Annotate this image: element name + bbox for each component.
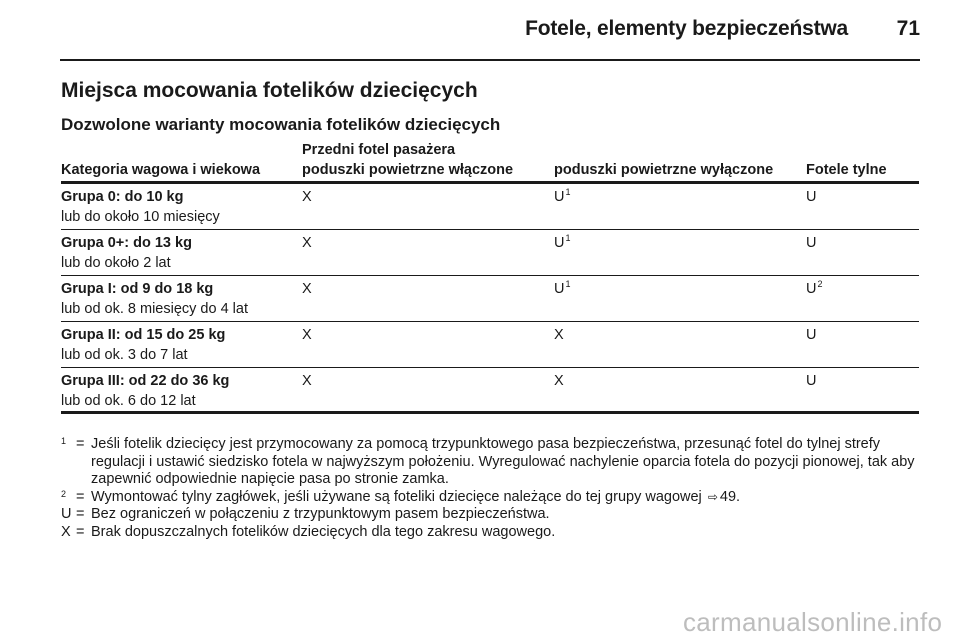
footnote-equals: = xyxy=(76,523,85,540)
table-row xyxy=(61,276,919,322)
column-header-airbag-off: poduszki powietrzne wyłączone xyxy=(554,162,774,178)
airbag-off-value: X xyxy=(554,373,564,389)
airbag-off-cell xyxy=(554,189,571,205)
footnote xyxy=(61,524,921,542)
page-number: 71 xyxy=(896,17,920,40)
page-reference[interactable]: 49. xyxy=(719,488,741,505)
column-header-airbag-on: poduszki powietrzne włączone xyxy=(302,162,514,178)
airbag-off-value: X xyxy=(554,327,564,343)
age-range: lub do około 10 miesięcy xyxy=(61,209,220,225)
section-title: Miejsca mocowania fotelików dziecięcych xyxy=(61,79,478,102)
table-row xyxy=(61,368,919,414)
airbag-off-cell xyxy=(554,373,565,389)
airbag-on-cell: X xyxy=(302,327,312,343)
airbag-on-cell: X xyxy=(302,189,312,205)
rear-seat-value: U xyxy=(806,235,817,251)
weight-category: Grupa 0+: do 13 kg xyxy=(61,235,192,251)
page-header-title: Fotele, elementy bezpieczeństwa xyxy=(525,17,848,40)
footnote-ref: 1 xyxy=(565,279,571,290)
footnote-equals: = xyxy=(76,436,85,452)
footnote-mark: 2 xyxy=(61,488,67,499)
table-row xyxy=(61,184,919,230)
age-range: lub od ok. 6 do 12 lat xyxy=(61,393,196,409)
rear-seat-value: U xyxy=(806,373,817,389)
footnotes xyxy=(61,436,921,541)
age-range: lub od ok. 8 miesięcy do 4 lat xyxy=(61,301,248,317)
airbag-on-cell: X xyxy=(302,235,312,251)
airbag-off-value: U xyxy=(554,235,565,251)
rear-seat-value: U xyxy=(806,281,817,297)
header-divider xyxy=(60,59,920,61)
rear-seat-value: U xyxy=(806,189,817,205)
airbag-off-cell xyxy=(554,281,571,297)
airbag-off-value: U xyxy=(554,281,565,297)
rear-seat-cell xyxy=(806,281,823,297)
footnote-ref: 1 xyxy=(565,233,571,244)
weight-category: Grupa II: od 15 do 25 kg xyxy=(61,327,226,343)
page-reference-icon: ⇨ xyxy=(707,489,718,504)
rear-seat-cell xyxy=(806,235,817,251)
airbag-off-cell xyxy=(554,327,565,343)
footnote-text: Wymontować tylny zagłówek, jeśli używane są foteliki dziecięce należące do tej grupy wagowej xyxy=(91,488,702,505)
footnote-equals: = xyxy=(76,488,85,505)
column-header-category: Kategoria wagowa i wiekowa xyxy=(61,162,261,178)
footnote-text: Bez ograniczeń w połączeniu z trzypunktowym pasem bezpieczeństwa. xyxy=(91,506,550,522)
rear-seat-cell xyxy=(806,189,817,205)
footnote-ref: 1 xyxy=(565,187,571,198)
rear-seat-value: U xyxy=(806,327,817,343)
footnote-ref: 2 xyxy=(817,279,823,290)
front-passenger-seat-header: Przedni fotel pasażera xyxy=(302,142,456,158)
footnote-equals: = xyxy=(76,506,85,522)
table-row xyxy=(61,322,919,368)
footnote-mark: U xyxy=(61,506,72,522)
age-range: lub od ok. 3 do 7 lat xyxy=(61,347,188,363)
column-header-rear-seats: Fotele tylne xyxy=(806,162,887,178)
footnote-text: Jeśli fotelik dziecięcy jest przymocowany za pomocą trzypunktowego pasa bezpieczeństwa, przesunąć fotel do tylnej strefy regulacji i ustawić siedzisko fotela w najwyższym położeniu. Wyregulować nachylenie oparcia fotela do pozycji pionowej, tak aby zapewnić odpowiednie napięcie pasa po stronie zamka. xyxy=(91,436,915,487)
table-header xyxy=(61,140,919,181)
airbag-on-cell: X xyxy=(302,373,312,389)
table-row xyxy=(61,230,919,276)
subsection-title: Dozwolone warianty mocowania fotelików dziecięcych xyxy=(61,115,501,134)
footnote xyxy=(61,436,921,489)
weight-category: Grupa I: od 9 do 18 kg xyxy=(61,281,214,297)
footnote xyxy=(61,489,921,507)
airbag-off-value: U xyxy=(554,189,565,205)
age-range: lub do około 2 lat xyxy=(61,255,171,271)
weight-category: Grupa III: od 22 do 36 kg xyxy=(61,373,230,389)
airbag-off-cell xyxy=(554,235,571,251)
table-body xyxy=(61,184,919,414)
child-seat-table xyxy=(61,140,919,409)
footnote-mark: 1 xyxy=(61,436,67,446)
footnote-text: Brak dopuszczalnych fotelików dziecięcych dla tego zakresu wagowego. xyxy=(91,523,556,540)
rear-seat-cell xyxy=(806,373,817,389)
weight-category: Grupa 0: do 10 kg xyxy=(61,189,184,205)
footnote-mark: X xyxy=(61,523,71,540)
watermark: carmanualsonline.info xyxy=(683,607,943,637)
footnote xyxy=(61,506,921,524)
rear-seat-cell xyxy=(806,327,817,343)
airbag-on-cell: X xyxy=(302,281,312,297)
